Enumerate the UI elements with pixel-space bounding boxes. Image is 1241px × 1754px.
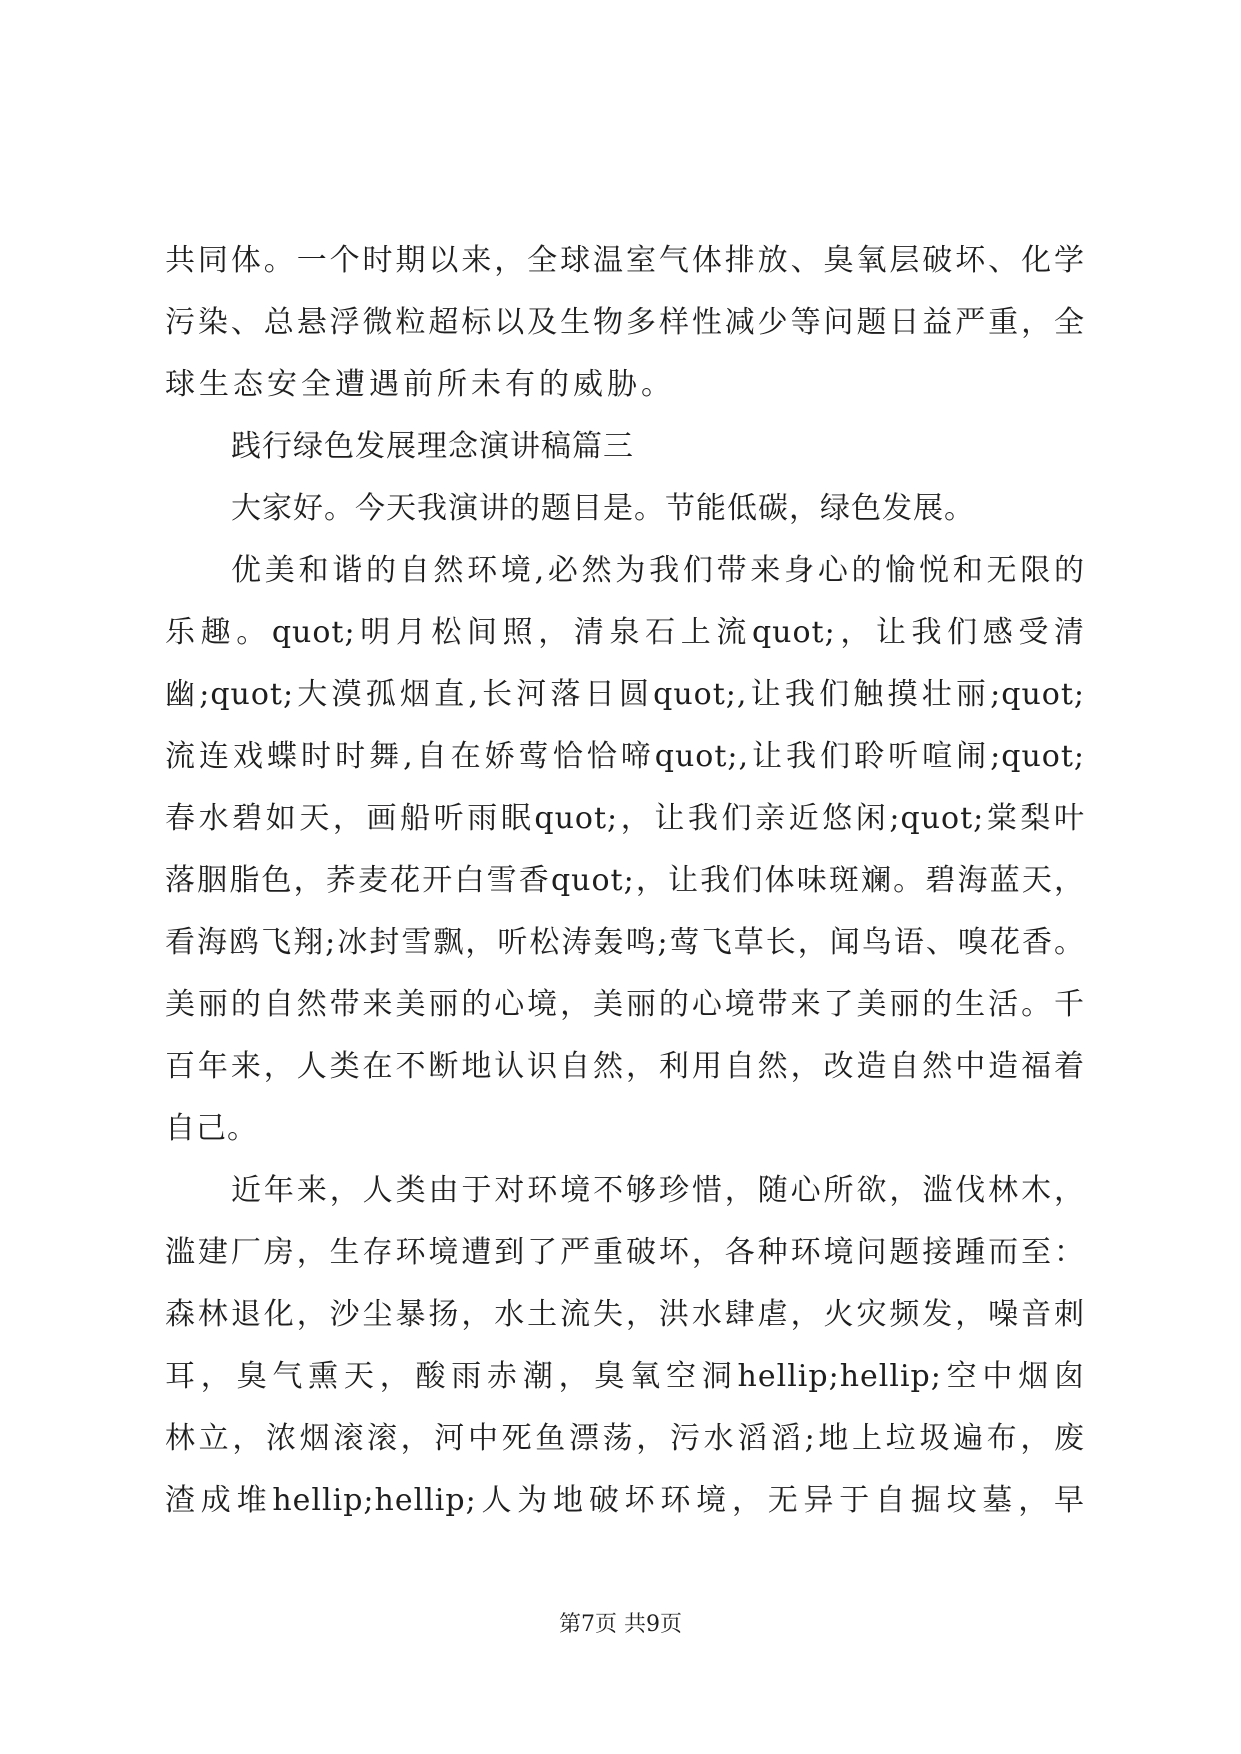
text-line: 大家好。今天我演讲的题目是。节能低碳，绿色发展。 (231, 491, 975, 526)
text-line: 落胭脂色，荞麦花开白雪香quot;，让我们体味斑斓。碧海蓝天， (165, 863, 1085, 898)
text-line: 污染、总悬浮微粒超标以及生物多样性减少等问题日益严重，全 (165, 305, 1085, 340)
text-line: 自己。 (165, 1111, 258, 1146)
text-line: 百年来，人类在不断地认识自然，利用自然，改造自然中造福着 (165, 1049, 1085, 1084)
section-heading: 践行绿色发展理念演讲稿篇三 (231, 429, 634, 464)
text-line: 近年来，人类由于对环境不够珍惜，随心所欲，滥伐林木， (231, 1173, 1085, 1208)
text-line: 看海鸥飞翔;冰封雪飘，听松涛轰鸣;莺飞草长，闻鸟语、嗅花香。 (165, 925, 1085, 960)
text-line: 优美和谐的自然环境,必然为我们带来身心的愉悦和无限的 (231, 553, 1085, 588)
text-line: 林立，浓烟滚滚，河中死鱼漂荡，污水滔滔;地上垃圾遍布，废 (165, 1421, 1085, 1456)
text-line: 春水碧如天，画船听雨眠quot;，让我们亲近悠闲;quot;棠梨叶 (165, 801, 1085, 836)
page-number-footer: 第7页 共9页 (559, 1612, 682, 1637)
document-body (165, 230, 1085, 1532)
text-line: 森林退化，沙尘暴扬，水土流失，洪水肆虐，火灾频发，噪音刺 (165, 1297, 1085, 1332)
text-line: 流连戏蝶时时舞,自在娇莺恰恰啼quot;,让我们聆听喧闹;quot; (165, 739, 1085, 774)
text-line: 美丽的自然带来美丽的心境，美丽的心境带来了美丽的生活。千 (165, 987, 1085, 1022)
text-line: 乐趣。quot;明月松间照，清泉石上流quot;，让我们感受清 (165, 615, 1085, 650)
text-line: 球生态安全遭遇前所未有的威胁。 (165, 367, 675, 402)
text-line: 共同体。一个时期以来，全球温室气体排放、臭氧层破坏、化学 (165, 243, 1085, 278)
text-line: 渣成堆hellip;hellip;人为地破坏环境，无异于自掘坟墓，早 (165, 1483, 1085, 1518)
text-line: 幽;quot;大漠孤烟直,长河落日圆quot;,让我们触摸壮丽;quot; (165, 677, 1085, 712)
text-line: 耳，臭气熏天，酸雨赤潮，臭氧空洞hellip;hellip;空中烟囱 (165, 1359, 1085, 1394)
text-line: 滥建厂房，生存环境遭到了严重破坏，各种环境问题接踵而至： (165, 1235, 1085, 1270)
